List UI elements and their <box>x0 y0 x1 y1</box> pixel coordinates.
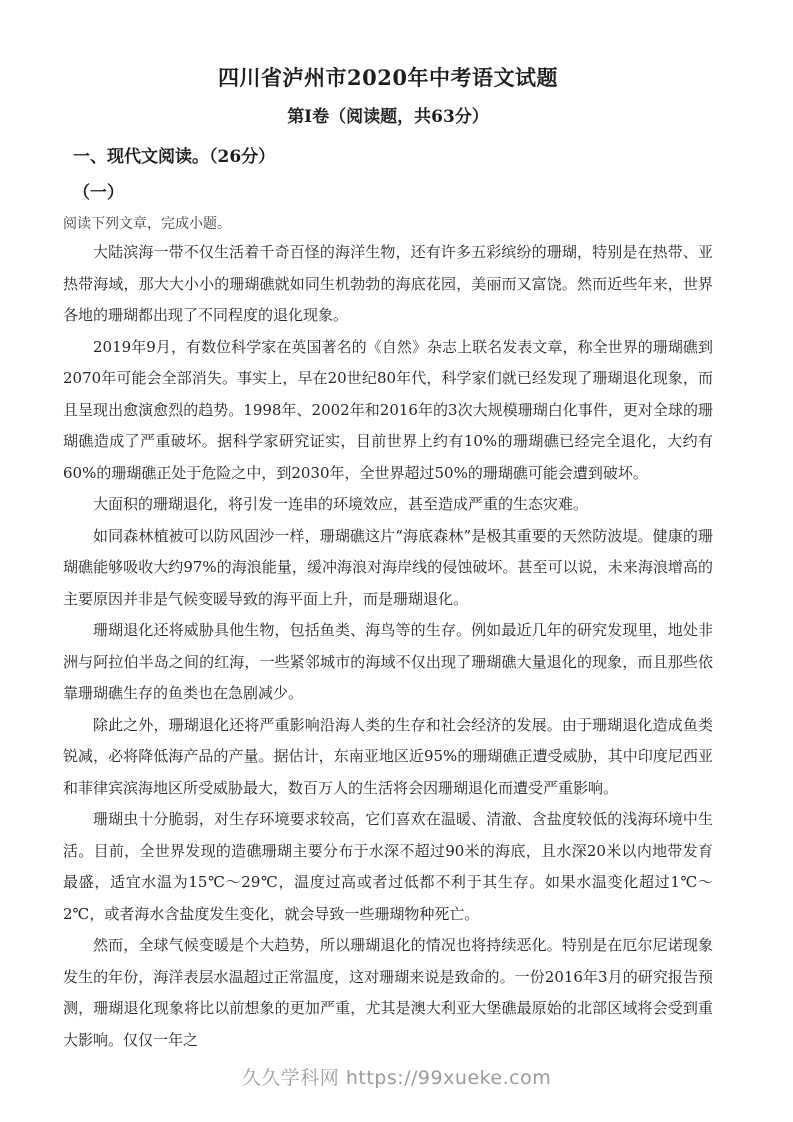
section-heading-modern-reading: 一、现代文阅读。（26分） <box>73 147 276 167</box>
body-paragraph: 除此之外，珊瑚退化还将严重影响沿海人类的生存和社会经济的发展。由于珊瑚退化造成鱼类锐减，必将降低海产品的产量。据估计，东南亚地区近95%的珊瑚礁正遭受威胁，其中印度尼西亚和菲律宾滨海地区所受威胁最大，数百万人的生活将会因珊瑚退化而遭受严重影响。 <box>63 715 713 797</box>
watermark-footer: 久久学科网 https://99xueke.com <box>241 1067 552 1089</box>
body-paragraph: 大陆滨海一带不仅生活着千奇百怪的海洋生物，还有许多五彩缤纷的珊瑚，特别是在热带、亚热带海域，那大大小小的珊瑚礁就如同生机勃勃的海底花园，美丽而又富饶。然而近些年来，世界各地的珊瑚都出现了不同程度的退化现象。 <box>63 243 713 324</box>
body-paragraph: 珊瑚虫十分脆弱，对生存环境要求较高，它们喜欢在温暖、清澈、含盐度较低的浅海环境中生活。目前，全世界发现的造礁珊瑚主要分布于水深不超过90米的海底，且水深20米以内地带发育最盛，适宜水温为15℃～29℃，温度过高或者过低都不利于其生存。如果水温变化超过1℃～2℃，或者海水含盐度发生变化，就会导致一些珊瑚物种死亡。 <box>63 810 713 923</box>
body-paragraph: 如同森林植被可以防风固沙一样，珊瑚礁这片“海底森林”是极其重要的天然防波堤。健康的珊瑚礁能够吸收大约97%的海浪能量，缓冲海浪对海岸线的侵蚀破坏。甚至可以说，未来海浪增高的主要原因并非是气候变暖导致的海平面上升，而是珊瑚退化。 <box>63 526 713 608</box>
body-paragraph: 珊瑚退化还将威胁具他生物，包括鱼类、海鸟等的生存。例如最近几年的研究发现里，地处非洲与阿拉伯半岛之间的红海，一些紧邻城市的海域不仅出现了珊瑚礁大量退化的现象，而且那些依靠珊瑚礁生存的鱼类也在急剧减少。 <box>63 621 713 702</box>
volume-heading: 第Ⅰ卷（阅读题，共63分） <box>287 107 489 127</box>
body-paragraph: 2019年9月，有数位科学家在英国著名的《自然》杂志上联名发表文章，称全世界的珊瑚礁到2070年可能会全部消失。事实上，早在20世纪80年代，科学家们就已经发现了珊瑚退化现象，而且呈现出愈演愈烈的趋势。1998年、2002年和2016年的3次大规模珊瑚白化事件，更对全球的珊瑚礁造成了严重破坏。据科学家研究证实，目前世界上约有10%的珊瑚礁已经完全退化，大约有60%的珊瑚礁正处于危险之中，到2030年，全世界超过50%的珊瑚礁可能会遭到破坏。 <box>63 337 713 482</box>
page-title: 四川省泸州市2020年中考语文试题 <box>218 65 558 90</box>
body-paragraph: 然而，全球气候变暖是个大趋势，所以珊瑚退化的情况也将持续恶化。特别是在厄尔尼诺现象发生的年份，海洋表层水温超过正常温度，这对珊瑚来说是致命的。一份2016年3月的研究报告预测，珊瑚退化现象将比以前想象的更加严重，尤其是澳大利亚大堡礁最原始的北部区域将会受到重大影响。仅仅一年之 <box>63 936 713 1049</box>
body-paragraph: 大面积的珊瑚退化，将引发一连串的环境效应，甚至造成严重的生态灾难。 <box>93 495 589 513</box>
reading-instruction: 阅读下列文章，完成小题。 <box>63 216 231 232</box>
part-label: （一） <box>73 183 124 203</box>
reading-passage <box>63 237 713 1056</box>
